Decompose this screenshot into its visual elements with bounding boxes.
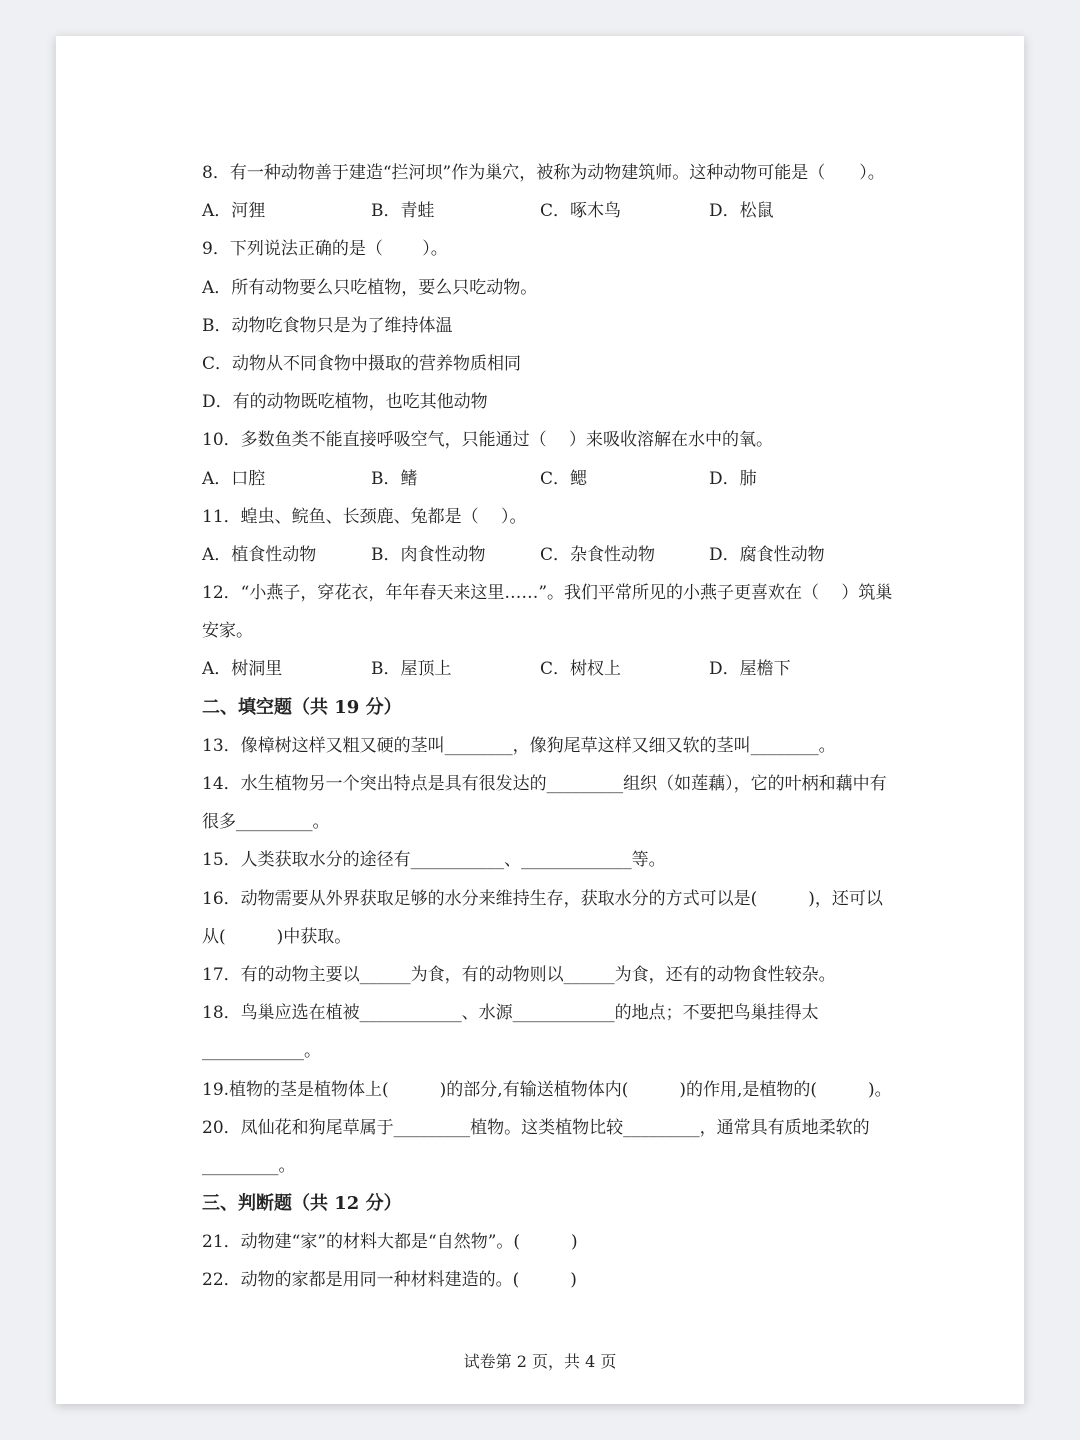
option: C．鳃: [540, 468, 588, 489]
question-8: 8．有一种动物善于建造“拦河坝”作为巢穴，被称为动物建筑师。这种动物可能是（ ）。: [202, 163, 885, 183]
question-12-cont: 安家。: [202, 621, 253, 642]
question-9-option-c: C．动物从不同食物中摄取的营养物质相同: [202, 353, 522, 374]
question-16-cont: 从( )中获取。: [202, 926, 352, 947]
question-9-option-b: B．动物吃食物只是为了维持体温: [202, 315, 453, 336]
question-8-options: [202, 192, 902, 230]
question-18-cont: ____________。: [202, 1041, 321, 1062]
question-14-cont: 很多_________。: [202, 812, 330, 833]
question-10: 10．多数鱼类不能直接呼吸空气，只能通过（ ）来吸收溶解在水中的氧。: [202, 430, 774, 451]
question-19: 19.植物的茎是植物体上( )的部分,有输送植物体内( )的作用,是植物的( )。: [202, 1079, 892, 1100]
question-16: 16．动物需要从外界获取足够的水分来维持生存，获取水分的方式可以是( )，还可以: [202, 888, 883, 909]
question-12: 12．“小燕子，穿花衣，年年春天来这里……”。我们平常所见的小燕子更喜欢在（ ）筑巢: [202, 583, 893, 604]
option: B．屋顶上: [371, 659, 452, 680]
question-21: 21．动物建“家”的材料大都是“自然物”。( ): [202, 1232, 578, 1253]
section-fill-blank-heading: 二、填空题（共 19 分）: [202, 696, 402, 718]
option: D．腐食性动物: [709, 544, 825, 565]
option: C．啄木鸟: [540, 201, 622, 222]
question-13: 13．像樟树这样又粗又硬的茎叫________，像狗尾草这样又细又软的茎叫________。: [202, 735, 836, 756]
option: D．肺: [709, 468, 757, 489]
question-11: 11．蝗虫、鲩鱼、长颈鹿、兔都是（ ）。: [202, 506, 527, 527]
option: A．植食性动物: [202, 544, 317, 565]
section-judge-heading: 三、判断题（共 12 分）: [202, 1193, 402, 1215]
exam-content: [202, 154, 902, 1300]
question-18: 18．鸟巢应选在植被____________、水源____________的地点；不要把鸟巢挂得太: [202, 1003, 819, 1024]
question-20-cont: _________。: [202, 1155, 296, 1176]
question-9-option-a: A．所有动物要么只吃植物，要么只吃动物。: [202, 277, 538, 298]
question-11-options: [202, 536, 902, 574]
question-22: 22．动物的家都是用同一种材料建造的。( ): [202, 1270, 577, 1291]
question-9-option-d: D．有的动物既吃植物，也吃其他动物: [202, 392, 488, 413]
option: A．河狸: [202, 201, 266, 222]
question-14: 14．水生植物另一个突出特点是具有很发达的_________组织（如莲藕），它的叶柄和藕中有: [202, 774, 887, 794]
option: B．鳍: [371, 468, 418, 489]
question-10-options: [202, 460, 902, 498]
page-footer: 试卷第 2 页，共 4 页: [463, 1352, 617, 1371]
question-12-options: [202, 650, 902, 688]
option: B．肉食性动物: [371, 544, 486, 565]
question-9: 9．下列说法正确的是（ ）。: [202, 239, 448, 260]
question-15: 15．人类获取水分的途径有___________、_____________等。: [202, 850, 666, 871]
option: D．松鼠: [709, 201, 774, 222]
option: C．树杈上: [540, 659, 622, 680]
question-20: 20．凤仙花和狗尾草属于_________植物。这类植物比较_________，通常具有质地柔软的: [202, 1117, 870, 1138]
option: B．青蛙: [371, 201, 435, 222]
question-17: 17．有的动物主要以______为食，有的动物则以______为食，还有的动物食性较杂。: [202, 964, 836, 985]
option: A．树洞里: [202, 659, 283, 680]
option: A．口腔: [202, 468, 266, 489]
option: D．屋檐下: [709, 659, 791, 680]
option: C．杂食性动物: [540, 544, 656, 565]
